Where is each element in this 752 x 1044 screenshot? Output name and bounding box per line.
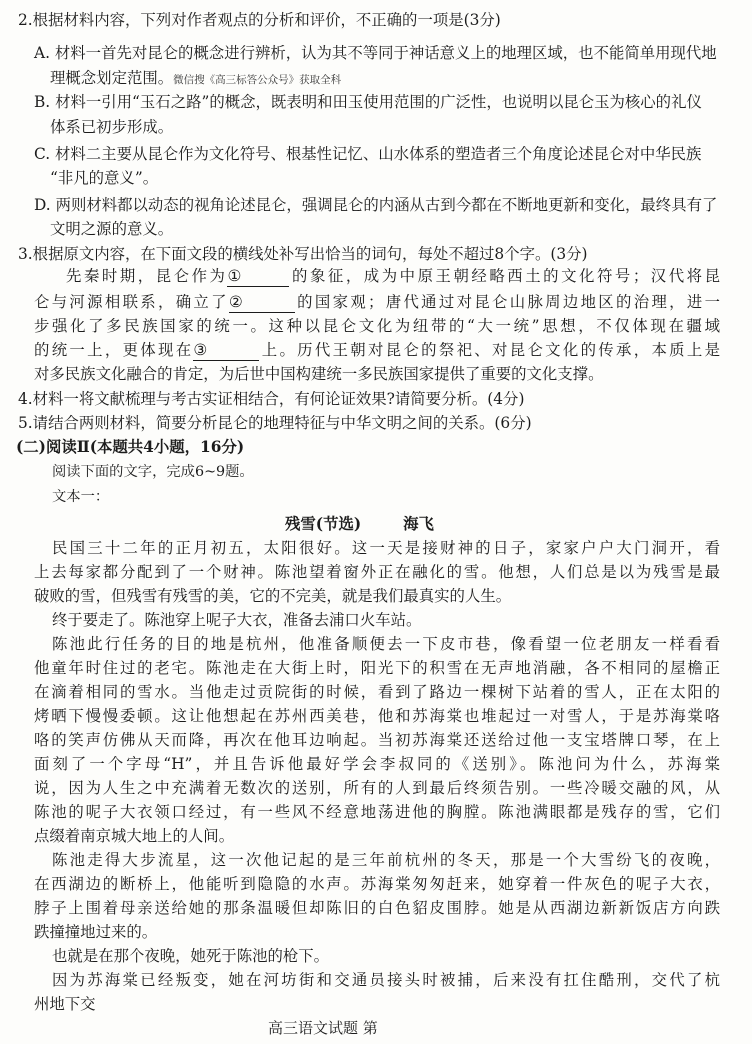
q2-stem: 2.根据材料内容，下列对作者观点的分析和评价，不正确的一项是(3分) bbox=[18, 11, 501, 29]
q3-passage-line1: 先秦时期，昆仑作为① 的象征，成为中原王朝经略西土的文化符号；汉代将昆 bbox=[66, 267, 720, 285]
story-line: 陈池走得大步流星，这一次他记起的是三年前杭州的冬天，那是一个大雪纷飞的夜晚， bbox=[52, 851, 720, 869]
story-line: 烤晒下慢慢委顿。这让他想起在苏州西美巷，他和苏海棠也堆起过一对雪人，于是苏海棠咯 bbox=[34, 707, 720, 725]
story-line: 说，因为人生之中充满着无数次的送别，所有的人到最后终须告别。一些冷暖交融的风，从 bbox=[34, 779, 720, 797]
q3-passage-line3: 步强化了多民族国家的统一。这种以昆仑文化为纽带的“大一统”思想，不仅体现在疆域 bbox=[34, 317, 720, 335]
q5-stem: 5.请结合两则材料，简要分析昆仑的地理特征与中华文明之间的关系。(6分) bbox=[18, 414, 532, 432]
story-line: 上去每家都分配到了一个财神。陈池望着窗外正在融化的雪。他想，人们总是以为残雪是最 bbox=[34, 563, 720, 581]
q3-stem: 3.根据原文内容，在下面文段的横线处补写出恰当的词句，每处不超过8个字。(3分) bbox=[18, 245, 588, 263]
story-line: 终于要走了。陈池穿上呢子大衣，准备去浦口火车站。 bbox=[52, 611, 422, 629]
q2-option-c-line1: C. 材料二主要从昆仑作为文化符号、根基性记忆、山水体系的塑造者三个角度论述昆仑对中华民族 bbox=[34, 145, 702, 163]
section2-heading: (二)阅读Ⅱ(本题共4小题，16分) bbox=[16, 438, 245, 456]
story-line: 咯的笑声仿佛从天而降，再次在他耳边响起。当初苏海棠还送给过他一支宝塔牌口琴，在上 bbox=[34, 731, 720, 749]
story-author: 海飞 bbox=[403, 515, 434, 533]
page-footer: 高三语文试题 第 bbox=[268, 1019, 378, 1037]
story-line: 点缀着南京城大地上的人间。 bbox=[34, 827, 235, 845]
q2-option-b-line1: B. 材料一引用“玉石之路”的概念，既表明和田玉使用范围的广泛性，也说明以昆仑玉为核心的礼仪 bbox=[34, 93, 702, 111]
q3-blank-3: ③ bbox=[193, 340, 259, 361]
q2-option-a-line2 bbox=[50, 68, 341, 90]
story-heading bbox=[285, 514, 434, 534]
q2-option-a-text: 理概念划定范围。 bbox=[50, 69, 174, 87]
story-line: 陈池此行任务的目的地是杭州，他准备顺便去一下皮市巷，像看望一位老朋友一样看看 bbox=[52, 635, 720, 653]
q3-blank-2: ② bbox=[229, 292, 295, 313]
story-line: 因为苏海棠已经叛变，她在河坊街和交通员接头时被捕，后来没有扛住酷刑，交代了杭 bbox=[52, 971, 720, 989]
story-line: 破败的雪，但残雪有残雪的美，它的不完美，就是我们最真实的人生。 bbox=[34, 587, 512, 605]
section2-instruction: 阅读下面的文字，完成6~9题。 bbox=[52, 464, 254, 480]
story-line: 民国三十二年的正月初五，太阳很好。这一天是接财神的日子，家家户户大门洞开，看 bbox=[52, 539, 720, 557]
q2-option-a-line1: A. 材料一首先对昆仑的概念进行辨析，认为其不等同于神话意义上的地理区域，也不能简单用现代地 bbox=[34, 44, 717, 62]
story-line: 陈池的呢子大衣领口经过，有一些风不经意地荡进他的胸膛。陈池满眼都是残存的雪，它们 bbox=[34, 803, 720, 821]
q2-option-c-line2: “非凡的意义”。 bbox=[50, 169, 159, 187]
story-line: 跌撞撞地过来的。 bbox=[34, 923, 158, 941]
q3-passage-line5: 对多民族文化融合的肯定，为后世中国构建统一多民族国家提供了重要的文化支撑。 bbox=[34, 365, 604, 383]
story-title: 残雪(节选) bbox=[285, 515, 362, 533]
q2-option-b-line2: 体系已初步形成。 bbox=[50, 118, 174, 136]
q2-option-d-line2: 文明之源的意义。 bbox=[50, 220, 174, 238]
q4-stem: 4.材料一将文献梳理与考古实证相结合，有何论证效果?请简要分析。(4分) bbox=[18, 390, 525, 408]
q3-passage-line4: 的统一上，更体现在③ 上。历代王朝对昆仑的祭祀、对昆仑文化的传承，本质上是 bbox=[34, 341, 720, 359]
text-one-label: 文本一： bbox=[52, 489, 110, 505]
story-line: 在西湖边的断桥上，他能听到隐隐的水声。苏海棠匆匆赶来，她穿着一件灰色的呢子大衣， bbox=[34, 875, 720, 893]
story-line: 他童年时住过的老宅。陈池走在大街上时，阳光下的积雪在无声地消融，各不相同的屋檐正 bbox=[34, 659, 720, 677]
watermark-text: 微信搜《高三标答公众号》获取全科 bbox=[173, 74, 342, 86]
q3-blank-1: ① bbox=[227, 266, 289, 287]
story-line: 在滴着相同的雪水。当他走过贡院街的时候，看到了路边一棵树下站着的雪人，正在太阳的 bbox=[34, 683, 720, 701]
q2-option-d-line1: D. 两则材料都以动态的视角论述昆仑，强调昆仑的内涵从古到今都在不断地更新和变化，最终具有了 bbox=[34, 196, 718, 214]
story-line: 州地下交 bbox=[34, 995, 96, 1013]
q3-passage-line2: 仑与河源相联系，确立了② 的国家观；唐代通过对昆仑山脉周边地区的治理，进一 bbox=[34, 293, 720, 311]
story-line: 面刻了一个字母“H”，并且告诉他最好学会李叔同的《送别》。陈池问为什么，苏海棠 bbox=[34, 755, 720, 773]
story-line: 也就是在那个夜晚，她死于陈池的枪下。 bbox=[52, 947, 330, 965]
story-line: 脖子上围着母亲送给她的那条温暖但却陈旧的白色貂皮围脖。她是从西湖边新新饭店方向跌 bbox=[34, 899, 720, 917]
